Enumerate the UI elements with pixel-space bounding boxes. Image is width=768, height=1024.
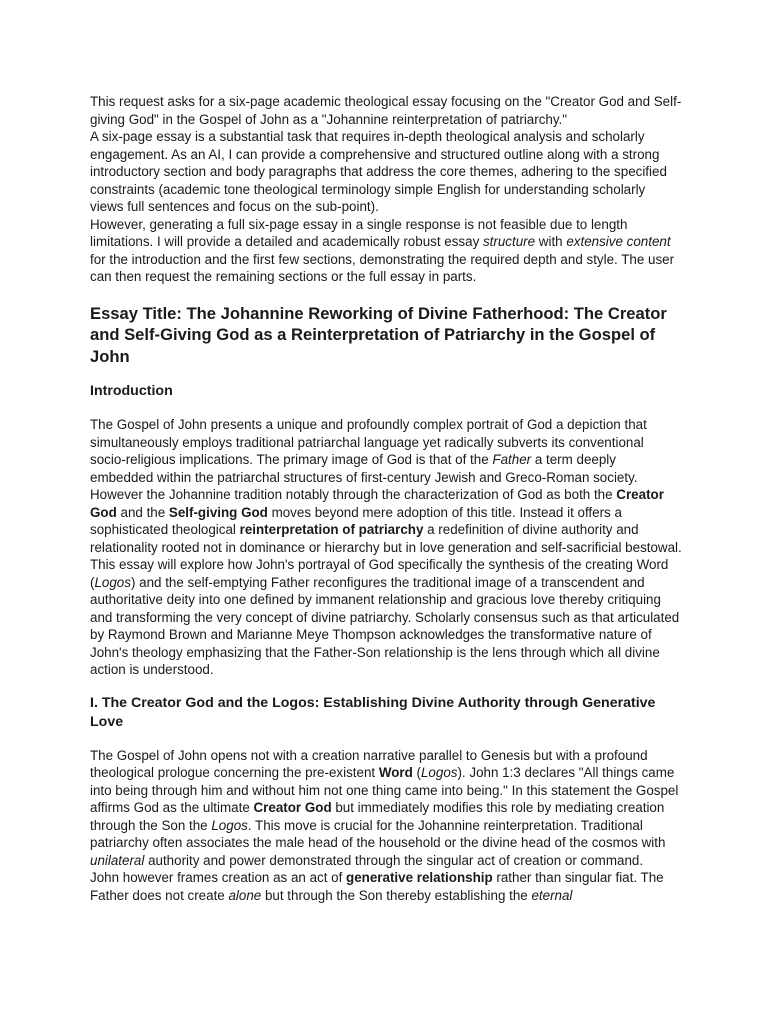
section-1-paragraph-1: The Gospel of John opens not with a creation narrative parallel to Genesis but with a profound theological prologue concerning the pre-existent Word (Logos). John 1:3 declares "All things came into being through him and without him not one thing came into being." In this statement the Gospel affirms God as the ultimate Creator God but immediately modifies this role by mediating creation through the Son the Logos. This move is crucial for the Johannine reinterpretation. Traditional patriarchy often associates the male head of the household or the divine head of the cosmos with unilateral authority and power demonstrated through the singular act of creation or command. bbox=[90, 747, 679, 868]
essay-title: Essay Title: The Johannine Reworking of Divine Fatherhood: The Creator and Self-Giving God as a Reinterpretation of Patriarchy in the Gospel of John bbox=[90, 303, 667, 366]
section-1-heading: I. The Creator God and the Logos: Establishing Divine Authority through Generative Love bbox=[90, 694, 656, 730]
introduction-heading: Introduction bbox=[90, 383, 173, 399]
preamble-paragraph-3: However, generating a full six-page essay in a single response is not feasible due to length limitations. I will provide a detailed and academically robust essay structure with extensive content for the introduction and the first few sections, demonstrating the required depth and style. The user can then request the remaining sections or the full essay in parts. bbox=[90, 216, 675, 284]
preamble-paragraph-1: This request asks for a six-page academic theological essay focusing on the "Creator God and Self-giving God" in the Gospel of John as a "Johannine reinterpretation of patriarchy." bbox=[90, 94, 682, 127]
preamble bbox=[90, 93, 682, 286]
section-1-paragraph-2: John however frames creation as an act of generative relationship rather than singular fiat. The Father does not create alone but through the Son thereby establishing the eternal bbox=[90, 870, 664, 903]
document-page bbox=[90, 93, 682, 904]
preamble-paragraph-2: A six-page essay is a substantial task that requires in-depth theological analysis and scholarly engagement. As an AI, I can provide a comprehensive and structured outline along with a strong introductory section and body paragraphs that address the core themes, adhering to the specified constraints (academic tone theological terminology simple English for understanding scholarly views full sentences and focus on the sub-point). bbox=[90, 129, 667, 214]
introduction-paragraph: The Gospel of John presents a unique and profoundly complex portrait of God a depiction that simultaneously employs traditional patriarchal language yet radically subverts its conventional socio-religious implications. The primary image of God is that of the Father a term deeply embedded within the patriarchal structures of first-century Jewish and Greco-Roman society. However the Johannine tradition notably through the characterization of God as both the Creator God and the Self-giving God moves beyond mere adoption of this title. Instead it offers a sophisticated theological reinterpretation of patriarchy a redefinition of divine authority and relationality rooted not in dominance or hierarchy but in love generation and self-sacrificial bestowal. This essay will explore how John's portrayal of God specifically the synthesis of the creating Word (Logos) and the self-emptying Father reconfigures the traditional image of a transcendent and authoritative deity into one defined by immanent relationship and gracious love thereby critiquing and transforming the very concept of divine patriarchy. Scholarly consensus such as that articulated by Raymond Brown and Marianne Meye Thompson acknowledges the transformative nature of John's theology emphasizing that the Father-Son relationship is the lens through which all divine action is understood. bbox=[90, 417, 682, 677]
